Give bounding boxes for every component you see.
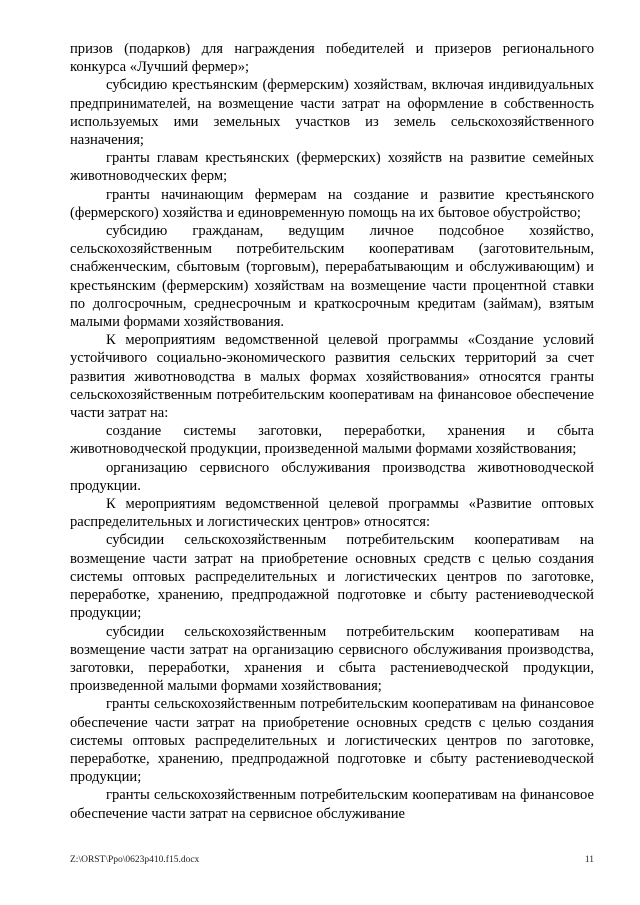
paragraph-prizes: призов (подарков) для награждения победителей и призеров регионального конкурса «Лучший фермер»; xyxy=(70,41,594,76)
paragraph-grants-service: гранты сельскохозяйственным потребительским кооперативам на финансовое обеспечение части затрат на сервисное обслуживание xyxy=(70,787,594,822)
paragraph-subsidy-land: субсидию крестьянским (фермерским) хозяйствам, включая индивидуальных предпринимателей, на возмещение части затрат на оформление в собственность используемых ими земельных участков из земель сельскохозяйственного назначения; xyxy=(70,77,594,149)
paragraph-grants-fixed-assets: гранты сельскохозяйственным потребительским кооперативам на финансовое обеспечение части затрат на приобретение основных средств с целью создания системы оптовых распределительных и логистических центров по заготовке, переработке, хранению, предпродажной подготовке и сбыту растениеводческой продукции; xyxy=(70,696,594,786)
footer-page-number: 11 xyxy=(584,855,594,865)
footer-file-path: Z:\ORST\Ppo\0623p410.f15.docx xyxy=(70,855,200,865)
document-page xyxy=(70,40,594,840)
paragraph-grants-family-farms: гранты главам крестьянских (фермерских) хозяйств на развитие семейных животноводческих ферм; xyxy=(70,150,594,185)
page-footer xyxy=(70,855,594,869)
paragraph-livestock-service: организацию сервисного обслуживания производства животноводческой продукции. xyxy=(70,459,594,494)
paragraph-livestock-system: создание системы заготовки, переработки, хранения и сбыта животноводческой продукции, произведенной малыми формами хозяйствования; xyxy=(70,423,594,458)
paragraph-program-wholesale: К мероприятиям ведомственной целевой программы «Развитие оптовых распределительных и логистических центров» относятся: xyxy=(70,496,594,531)
paragraph-program-livestock: К мероприятиям ведомственной целевой программы «Создание условий устойчивого социально-экономического развития сельских территорий за счет развития животноводства в малых формах хозяйствования» относятся гранты сельскохозяйственным потребительским кооперативам на финансовое обеспечение части затрат на: xyxy=(70,332,594,422)
paragraph-grants-beginning-farmers: гранты начинающим фермерам на создание и развитие крестьянского (фермерского) хозяйства и единовременную помощь на их бытовое обустройство; xyxy=(70,186,594,221)
paragraph-subsidy-interest: субсидию гражданам, ведущим личное подсобное хозяйство, сельскохозяйственным потребительским кооперативам (заготовительным, снабженческим, сбытовым (торговым), перерабатывающим и обслуживающим) и крестьянским (фермерским) хозяйствам на возмещение части процентной ставки по долгосрочным, среднесрочным и краткосрочным кредитам (займам), взятым малыми формами хозяйствования. xyxy=(70,223,594,331)
paragraph-subsidy-fixed-assets: субсидии сельскохозяйственным потребительским кооперативам на возмещение части затрат на приобретение основных средств с целью создания системы оптовых распределительных и логистических центров по заготовке, переработке, хранению, предпродажной подготовке и сбыту растениеводческой продукции; xyxy=(70,532,594,622)
paragraph-subsidy-service: субсидии сельскохозяйственным потребительским кооперативам на возмещение части затрат на организацию сервисного обслуживания производства, заготовки, переработки, хранения и сбыта растениеводческой продукции, произведенной малыми формами хозяйствования; xyxy=(70,623,594,695)
